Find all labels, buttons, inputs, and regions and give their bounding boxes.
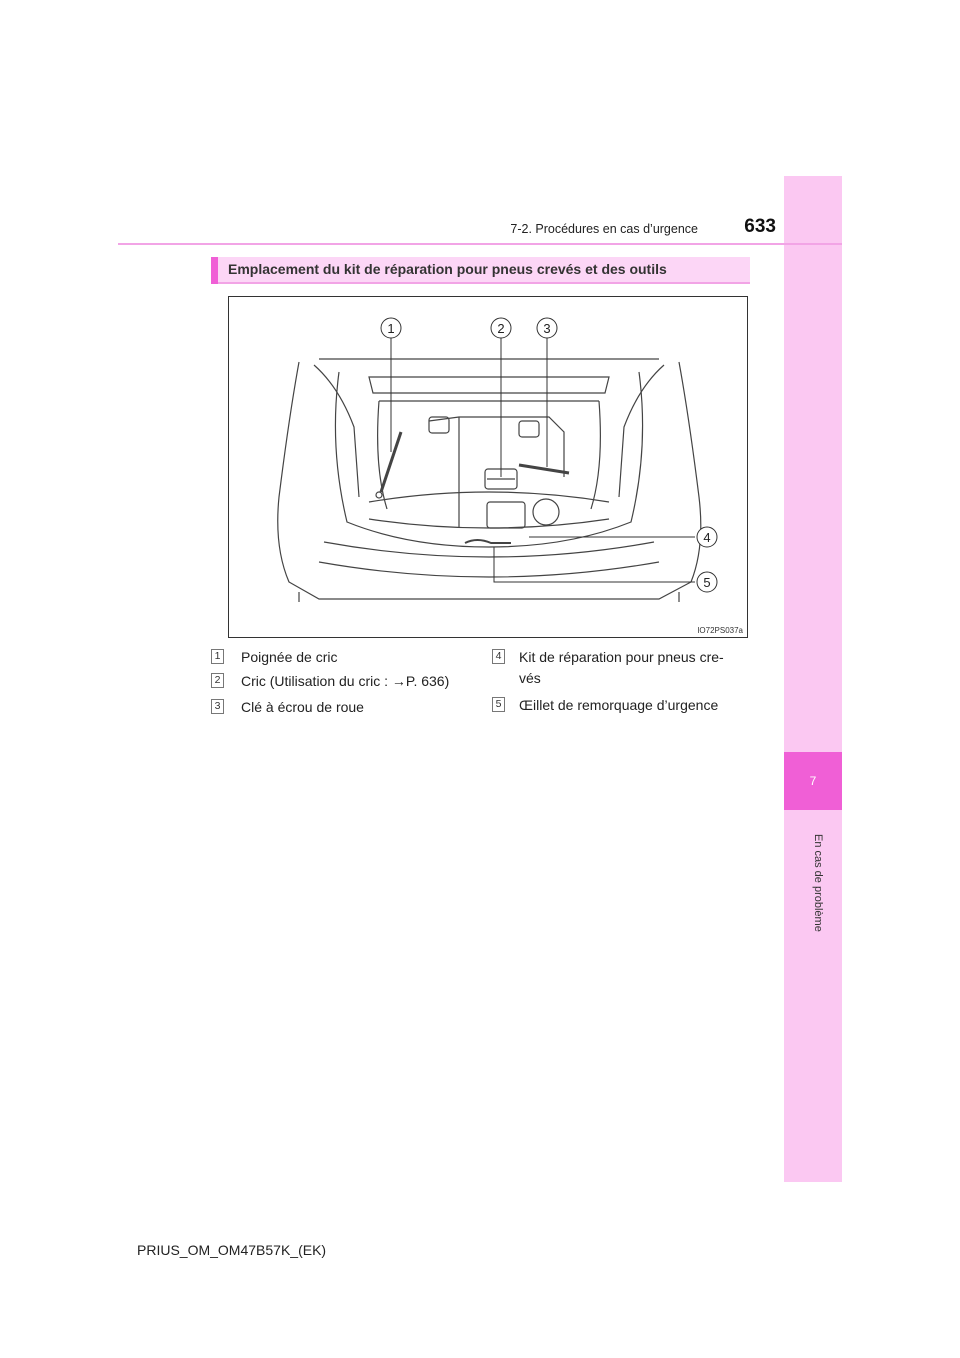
legend-num-5: 5 [492,697,505,712]
chapter-title: En cas de problème [812,834,824,932]
section-title-bar [211,257,750,284]
page-number: 633 [744,216,776,237]
callout-4-label: 4 [703,530,711,545]
callout-3-label: 3 [543,321,551,336]
trunk-illustration [228,296,748,638]
figure-code: IO72PS037a [697,626,743,635]
legend-num-2: 2 [211,673,224,688]
section-header: 7-2. Procédures en cas d’urgence [510,222,698,236]
legend-num-4: 4 [492,649,505,664]
legend-item-4: Kit de réparation pour pneus cre- [519,649,724,665]
chapter-side-tab [784,176,842,1182]
callout-2-label: 2 [497,321,505,336]
chapter-number-tab[interactable] [784,752,842,810]
legend-item-2: Cric (Utilisation du cric : →P. 636) [241,673,450,689]
trunk-drawing [229,297,749,639]
legend-item-5: Œillet de remorquage d’urgence [519,697,719,713]
legend-item-3: Clé à écrou de roue [241,699,364,715]
header-divider [118,243,842,245]
legend-num-1: 1 [211,649,224,664]
legend-num-3: 3 [211,699,224,714]
document-footer: PRIUS_OM_OM47B57K_(EK) [137,1242,327,1258]
title-accent [211,257,218,284]
legend-item-4-cont: vés [519,670,541,686]
legend-item-1: Poignée de cric [241,649,338,665]
chapter-number: 7 [809,774,817,788]
callout-1-label: 1 [387,321,395,336]
callout-5-label: 5 [703,575,711,590]
section-title: Emplacement du kit de réparation pour pneus crevés et des outils [228,261,667,277]
